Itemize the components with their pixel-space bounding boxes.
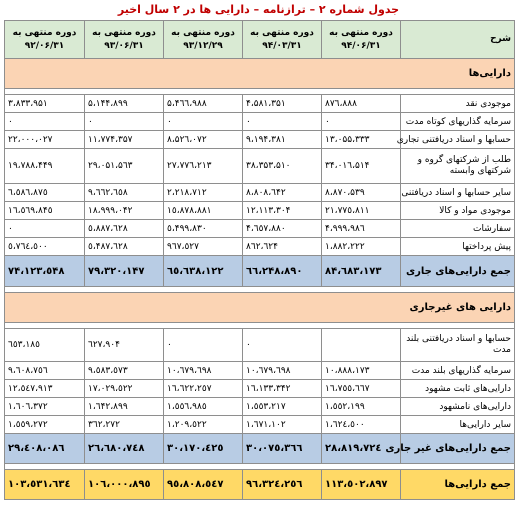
current-assets-total-value: ٦٥،٦۳۸،۱۲۲: [164, 256, 243, 287]
row-value: ۳٦۲،۲۷۲: [85, 416, 164, 434]
row-value: ۸،۸۰۸،٦۴۲: [243, 184, 322, 202]
noncurrent-assets-total-value: ۲۹،٤۰۸،۰۸٦: [5, 434, 85, 464]
row-value: ۱۰،٦۷۹،٦۹۸: [164, 362, 243, 380]
header-description: شرح: [401, 21, 515, 59]
noncurrent-assets-total-value: ۳۰،۰۷٥،۳٦٦: [243, 434, 322, 464]
row-value: ۱،٦۴۲،۸۹۹: [85, 398, 164, 416]
row-value: ۵،۱۴۴،۸۹۹: [85, 95, 164, 113]
row-label: حسابها و اسناد دریافتنی تجاری: [401, 131, 515, 149]
row-value: ۰: [5, 113, 85, 131]
row-value: ۸٦۲،٦۲۴: [243, 238, 322, 256]
row-value: ۴،۹۹۹،۹۸٦: [322, 220, 401, 238]
current-assets-total: [5, 256, 515, 287]
row-value: ٦۲۷،۹۰۴: [85, 329, 164, 362]
row-value: ۱،٥٥٦،۹۸٥: [164, 398, 243, 416]
row-value: ۲۱،۷۷٥،۸۱۱: [322, 202, 401, 220]
header-row: [5, 21, 515, 59]
row-label: پیش پرداختها: [401, 238, 515, 256]
table-row: [5, 416, 515, 434]
header-period-2: دوره منتهی به ۹۴/۰۳/۳۱: [243, 21, 322, 59]
row-value: ٥،۸۸۷،٦۲۸: [85, 220, 164, 238]
current-assets-section: [5, 59, 515, 89]
row-value: ۱،۸۸۲،۲۲۲: [322, 238, 401, 256]
header-period-5: دوره منتهی به ۹۲/۰۶/۳۱: [5, 21, 85, 59]
row-value: ۱،٦۷۱،۱۰۲: [243, 416, 322, 434]
row-value: ۱۲،۱۱۳،۳۰۴: [243, 202, 322, 220]
row-value: ۰: [243, 113, 322, 131]
row-value: ۱٦،۱۳۳،۳۴۲: [243, 380, 322, 398]
current-assets-section-heading: دارایی‌ها: [5, 59, 515, 89]
current-assets-total-value: ٦٦،۲۴۸،۸۹۰: [243, 256, 322, 287]
row-label: موجودی مواد و کالا: [401, 202, 515, 220]
balance-sheet-table: [4, 20, 515, 500]
table-row: [5, 95, 515, 113]
row-value: ۱٦،۷٥٥،٦٦۷: [322, 380, 401, 398]
row-value: ۱۸،۹۹۹،۰۴۲: [85, 202, 164, 220]
noncurrent-assets-total-label: جمع دارایی‌های غیر جاری: [401, 434, 515, 464]
row-label: سفارشات: [401, 220, 515, 238]
table-row: [5, 131, 515, 149]
row-label: حسابها و اسناد دریافتنی بلند مدت: [401, 329, 515, 362]
header-period-4: دوره منتهی به ۹۳/۰۶/۳۱: [85, 21, 164, 59]
grand-total-value: ۱۰۳،٥۳۱،٦۳٤: [5, 470, 85, 500]
row-value: ٥،۷٦٤،٥۰۰: [5, 238, 85, 256]
grand-total-value: ۹٥،۸۰۸،٥٤۷: [164, 470, 243, 500]
row-value: ۱،٥٥۹،۲۷۲: [5, 416, 85, 434]
row-value: ۱،٦۲٤،٥۰۰: [322, 416, 401, 434]
row-value: ۱۳،۰۵۵،۳۳۳: [322, 131, 401, 149]
noncurrent-assets-total-value: ۲٦،٦۸۰،۷٤۸: [85, 434, 164, 464]
row-value: ۹،٥۸۳،٥۷۳: [85, 362, 164, 380]
noncurrent-assets-total-value: ۲۸،۸۱۹،۷۲٤: [322, 434, 401, 464]
table-title: جدول شماره ۲ – ترازنامه – دارایی ها در ۲ سال اخیر: [117, 3, 400, 16]
row-value: ۹،٦۰۸،۷٥٦: [5, 362, 85, 380]
row-value: [322, 329, 401, 362]
row-value: ۳۴،۰۱٦،۵۱۴: [322, 149, 401, 184]
grand-total-value: ۹٦،۳۲٤،٢٥٦: [243, 470, 322, 500]
row-value: ۲،۲۱۸،۷۱۲: [164, 184, 243, 202]
grand-total: [5, 470, 515, 500]
row-value: ۴،۵۸۱،۳۵۱: [243, 95, 322, 113]
row-value: ۰: [243, 329, 322, 362]
row-value: ۸،۸۷۰،۵۳۹: [322, 184, 401, 202]
noncurrent-assets-total: [5, 434, 515, 464]
row-value: ۹٦۷،٥۲۷: [164, 238, 243, 256]
table-row: [5, 184, 515, 202]
row-value: ۲۲،۰۰۰،۰۲۷: [5, 131, 85, 149]
table-body: [5, 21, 515, 500]
row-value: ۱۲،٥٤۷،۹۱۳: [5, 380, 85, 398]
table-row: [5, 149, 515, 184]
table-row: [5, 220, 515, 238]
row-value: ۱٦،٥٦۹،۸۴٥: [5, 202, 85, 220]
row-value: ۹،۱۹۴،۳۸۱: [243, 131, 322, 149]
row-label: موجودی نقد: [401, 95, 515, 113]
row-value: ۲۹،۰۵۱،۵٦۳: [85, 149, 164, 184]
table-row: [5, 362, 515, 380]
row-value: ۱،٥٥۲،۱۹۹: [322, 398, 401, 416]
grand-total-value: ۱۱۳،٥۰۲،۸۹۷: [322, 470, 401, 500]
row-value: ۰: [322, 113, 401, 131]
row-value: ۱،٦۰٦،۳۷۲: [5, 398, 85, 416]
row-label: طلب از شرکتهای گروه و شرکتهای وابسته: [401, 149, 515, 184]
table-row: [5, 398, 515, 416]
noncurrent-assets-total-value: ۳۰،۱۷۰،٤۲٥: [164, 434, 243, 464]
row-value: ٥،۴۹۹،۸۳۰: [164, 220, 243, 238]
grand-total-value: ۱۰٦،۰۰۰،۸۹٥: [85, 470, 164, 500]
row-value: ٥،۴۸۷،٦۲۸: [85, 238, 164, 256]
table-row: [5, 113, 515, 131]
table-row: [5, 380, 515, 398]
table-row: [5, 238, 515, 256]
row-label: سرمایه گذاریهای بلند مدت: [401, 362, 515, 380]
row-value: ٦٥۳،۱۸٥: [5, 329, 85, 362]
row-value: ۱۹،۷۸۸،۴۴۹: [5, 149, 85, 184]
row-value: ۹،٦٦۲،٦٥۸: [85, 184, 164, 202]
row-value: ۳۸،۳۵۳،۵۱۰: [243, 149, 322, 184]
row-label: سرمایه گذاریهای کوتاه مدت: [401, 113, 515, 131]
grand-total-label: جمع دارایی‌ها: [401, 470, 515, 500]
row-value: ۱۰،۸۸۸،۱۷۳: [322, 362, 401, 380]
row-value: ۱۱،۷۷۴،۳۵۷: [85, 131, 164, 149]
row-value: ۱۷،۰۲۹،٥۲۲: [85, 380, 164, 398]
row-value: ۰: [164, 329, 243, 362]
row-value: ۸۷٦،۸۸۸: [322, 95, 401, 113]
noncurrent-assets-section-heading: دارایی های غیرجاری: [5, 293, 515, 323]
table-row: [5, 329, 515, 362]
current-assets-total-label: جمع دارایی‌های جاری: [401, 256, 515, 287]
row-value: ۱،٥٥۳،۲۱۷: [243, 398, 322, 416]
row-value: ۱،۲۰۹،٥۲۲: [164, 416, 243, 434]
row-value: ۳،۸۳۳،۹۵۱: [5, 95, 85, 113]
row-value: ۰: [5, 220, 85, 238]
row-label: سایر دارایی‌ها: [401, 416, 515, 434]
row-value: ۱۰،٦۷۹،٦۹۸: [243, 362, 322, 380]
current-assets-total-value: ۷۹،۳۲۰،۱۴۷: [85, 256, 164, 287]
row-value: ۲۷،۷۷٦،۲۱۳: [164, 149, 243, 184]
row-value: ٦،٥۸٦،۸۷٥: [5, 184, 85, 202]
row-value: ۰: [85, 113, 164, 131]
row-label: دارایی‌های ثابت مشهود: [401, 380, 515, 398]
row-label: دارایی‌های نامشهود: [401, 398, 515, 416]
current-assets-total-value: ۷۴،۱۲۳،٥۴۸: [5, 256, 85, 287]
row-value: ۴،٦٥۷،۸۸۰: [243, 220, 322, 238]
table-row: [5, 202, 515, 220]
row-value: ۱٦،٦۲۲،۲٥۷: [164, 380, 243, 398]
row-value: ۱٥،۸۷۸،۸۸۱: [164, 202, 243, 220]
noncurrent-assets-section: [5, 293, 515, 323]
current-assets-total-value: ۸۴،٦۸۳،۱۷۳: [322, 256, 401, 287]
row-value: ۸،۵۲٦،۰۷۲: [164, 131, 243, 149]
row-value: ۰: [164, 113, 243, 131]
row-value: ۵،۴٦٦،۹۸۸: [164, 95, 243, 113]
header-period-3: دوره منتهی به ۹۳/۱۲/۲۹: [164, 21, 243, 59]
header-period-1: دوره منتهی به ۹۴/۰۶/۳۱: [322, 21, 401, 59]
row-label: سایر حسابها و اسناد دریافتنی: [401, 184, 515, 202]
